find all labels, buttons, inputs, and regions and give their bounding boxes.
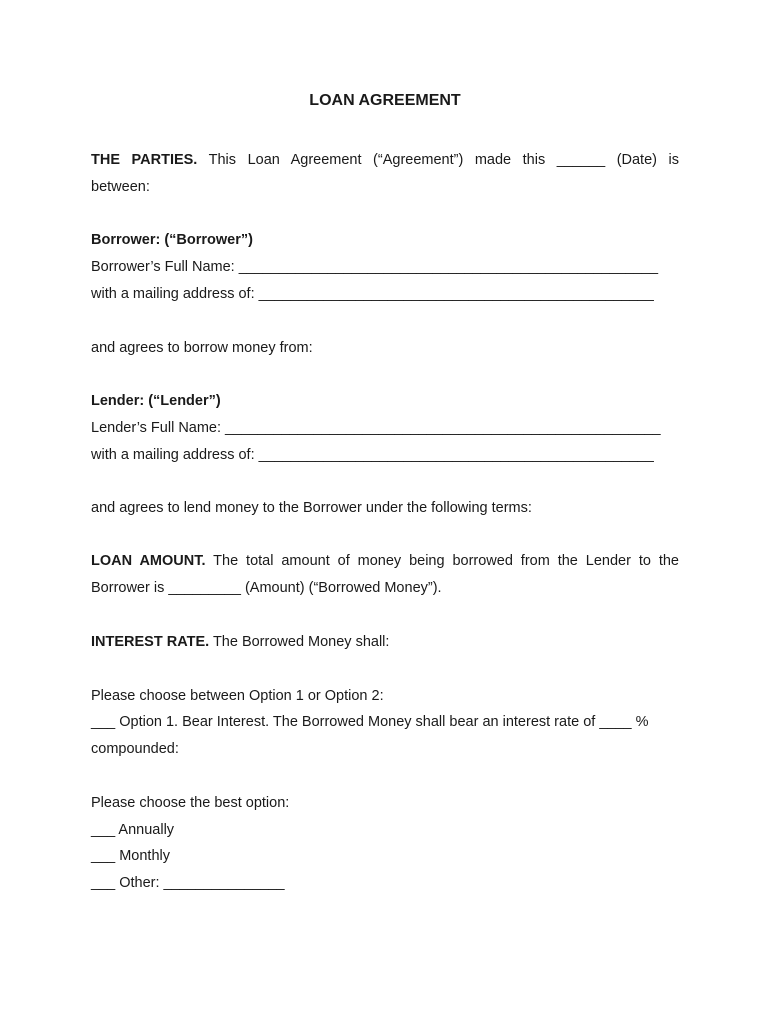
lender-name-field: Lender’s Full Name: ______________________________________________________ — [91, 420, 661, 436]
interest-rate-text: The Borrowed Money shall: — [212, 634, 390, 650]
parties-heading: THE PARTIES. — [91, 152, 198, 168]
borrower-heading: Borrower: (“Borrower”) — [91, 232, 253, 248]
option1-line1: ___ Option 1. Bear Interest. The Borrowed Money shall bear an interest rate of ____ % — [91, 714, 649, 730]
best-option-prompt: Please choose the best option: — [91, 795, 290, 811]
option1-line2: compounded: — [91, 741, 179, 757]
option-other: ___ Other: _______________ — [91, 875, 285, 891]
interest-rate-line — [91, 632, 389, 652]
loan-amount-heading: LOAN AMOUNT. — [91, 553, 206, 569]
agrees-lend-text: and agrees to lend money to the Borrower under the following terms: — [91, 500, 532, 516]
option-annually: ___ Annually — [91, 822, 175, 838]
loan-amount-line1 — [91, 551, 679, 571]
loan-amount-line2: Borrower is _________ (Amount) (“Borrowed Money”). — [91, 580, 442, 596]
option-monthly: ___ Monthly — [91, 848, 170, 864]
interest-rate-heading: INTEREST RATE. — [91, 634, 210, 650]
parties-text: This Loan Agreement (“Agreement”) made this ______ (Date) is — [208, 152, 679, 168]
borrower-name-field: Borrower’s Full Name: ____________________________________________________ — [91, 259, 659, 275]
agrees-borrow-text: and agrees to borrow money from: — [91, 340, 313, 356]
document-title: LOAN AGREEMENT — [309, 92, 461, 109]
loan-amount-text: The total amount of money being borrowed from the Lender to the — [213, 553, 679, 569]
borrower-address-field: with a mailing address of: _________________________________________________ — [91, 286, 654, 302]
lender-address-field: with a mailing address of: _________________________________________________ — [91, 447, 654, 463]
parties-paragraph-line1 — [91, 150, 679, 170]
parties-paragraph-line2: between: — [91, 179, 150, 195]
options-prompt: Please choose between Option 1 or Option 2: — [91, 688, 384, 704]
lender-heading: Lender: (“Lender”) — [91, 393, 221, 409]
